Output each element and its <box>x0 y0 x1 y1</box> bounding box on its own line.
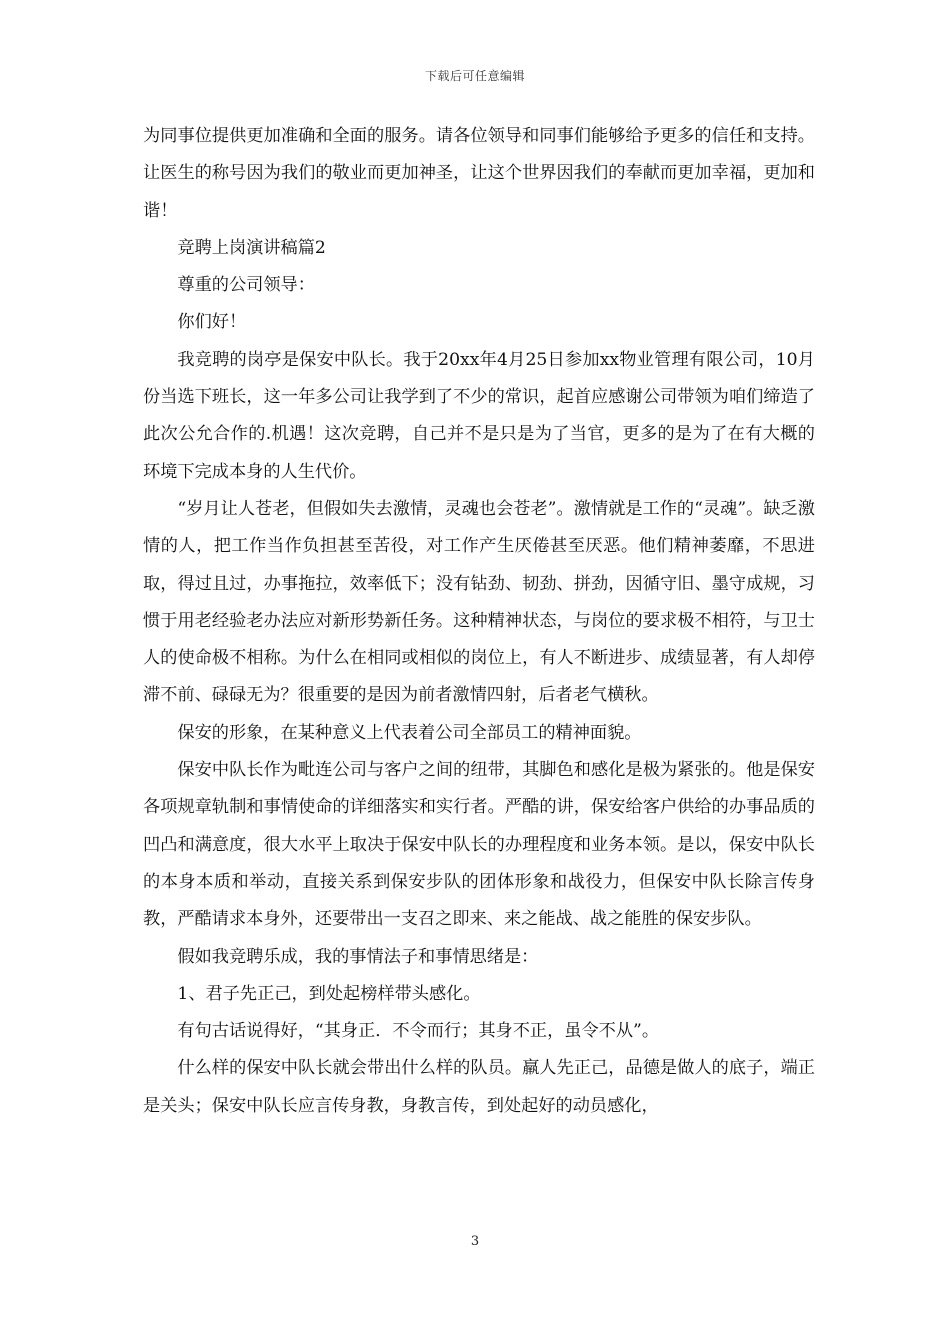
page-number: 3 <box>470 1234 480 1249</box>
paragraph-role: 保安中队长作为毗连公司与客户之间的纽带，其脚色和感化是极为紧张的。他是保安各项规章轨制和事情使命的详细落实和实行者。严酷的讲，保安给客户供给的办事品质的凹凸和满意度，很大水平上取决于保安中队长的办理程度和业务本领。是以，保安中队长的本身本质和举动，直接关系到保安步队的团体形象和战役力，但保安中队长除言传身教，严酷请求本身外，还要带出一支召之即来、来之能战、战之能胜的保安步队。 <box>143 760 815 930</box>
paragraph-leadership: 什么样的保安中队长就会带出什么样的队员。羸人先正己，品德是做人的底子，端正是关头；保安中队长应言传身教，身教言传，到处起好的动员感化， <box>143 1058 815 1116</box>
paragraph-quote: 有句古话说得好，“其身正．不令而行；其身不正，虽令不从”。 <box>177 1021 660 1042</box>
salutation: 尊重的公司领导： <box>177 275 315 296</box>
paragraph-image: 保安的形象，在某种意义上代表着公司全部员工的精神面貌。 <box>177 722 642 743</box>
paragraph-continuation: 为同事位提供更加准确和全面的服务。请各位领导和同事们能够给予更多的信任和支持。让医生的称号因为我们的敬业而更加神圣，让这个世界因我们的奉献而更加幸福，更加和谐！ <box>143 126 815 221</box>
section-heading: 竞聘上岗演讲稿篇2 <box>177 237 326 258</box>
paragraph-plan-intro: 假如我竞聘乐成，我的事情法子和事情思绪是： <box>177 946 539 967</box>
body-text <box>143 118 815 1125</box>
greeting: 你们好！ <box>177 312 247 333</box>
list-item-1: 1、君子先正己，到处起榜样带头感化。 <box>177 983 481 1004</box>
paragraph-passion: “岁月让人苍老，但假如失去激情，灵魂也会苍老”。激情就是工作的“灵魂”。缺乏激情的人，把工作当作负担甚至苦役，对工作产生厌倦甚至厌恶。他们精神萎靡，不思进取，得过且过，办事拖拉，效率低下；没有钻劲、韧劲、拼劲，因循守旧、墨守成规，习惯于用老经验老办法应对新形势新任务。这种精神状态，与岗位的要求极不相符，与卫士人的使命极不相称。为什么在相同或相似的岗位上，有人不断进步、成绩显著，有人却停滞不前、碌碌无为？很重要的是因为前者激情四射，后者老气横秋。 <box>143 498 815 706</box>
header-note: 下载后可任意编辑 <box>424 69 525 83</box>
paragraph-intro: 我竞聘的岗亭是保安中队长。我于20xx年4月25日参加xx物业管理有限公司，10月份当选下班长，这一年多公司让我学到了不少的常识，起首应感谢公司带领为咱们缔造了此次公允合作的.机遇！这次竞聘，自己并不是只是为了当官，更多的是为了在有大概的环境下完成本身的人生代价。 <box>143 349 815 482</box>
